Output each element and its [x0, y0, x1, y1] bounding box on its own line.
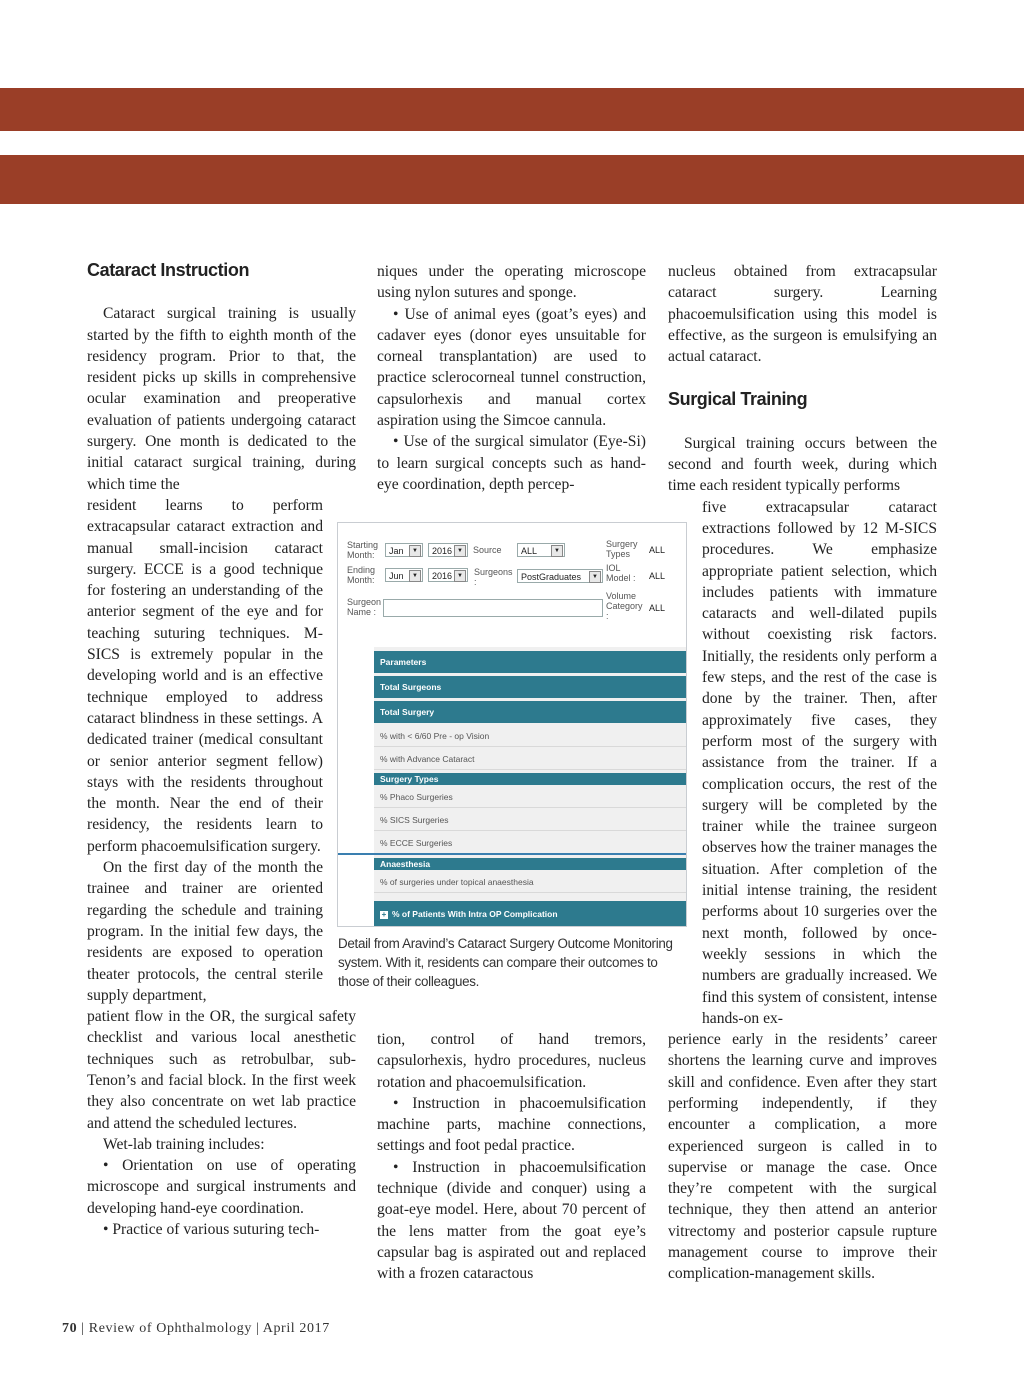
page-footer — [62, 1321, 330, 1337]
ending-month-label: Ending Month: — [347, 565, 376, 585]
divider-line — [338, 853, 687, 855]
surgeons-select[interactable]: PostGraduates ▼ — [517, 569, 603, 583]
surgeon-name-label: Surgeon Name : — [347, 597, 382, 617]
row-surgery-types: Surgery Types — [374, 773, 687, 785]
surgeon-name-input[interactable] — [383, 599, 603, 617]
paragraph: niques under the operating microscope using nylon sutures and sponge. — [377, 263, 646, 302]
paragraph: Surgical training occurs between the second and fourth week, during which time each resident typically performs — [668, 434, 937, 495]
ending-month-select[interactable]: Jun ▼ — [385, 568, 423, 582]
header-band-bottom — [0, 155, 1024, 204]
paragraph: perience early in the residents’ career shortens the learning curve and improves skill and confidence. Even after they start performing independently, if they encounter a complication, a more experienced surgeon is called in to supervise or manage the case. Once they’re competent with the surgical technique, they then attend an anterior vitrectomy and posterior capsule rupture management course to improve their complication-management skills. — [668, 1031, 937, 1283]
article-column-1 — [87, 260, 356, 1240]
article-column-2-top — [377, 261, 646, 495]
surgeons-label: Surgeons : — [474, 567, 513, 587]
page-number: 70 — [62, 1321, 78, 1336]
chevron-down-icon: ▼ — [409, 545, 421, 557]
row-intra-op-complication[interactable]: + % of Patients With Intra OP Complication — [374, 901, 687, 927]
section-heading-cataract-instruction: Cataract Instruction — [87, 260, 250, 280]
chevron-down-icon: ▼ — [589, 571, 601, 583]
section-heading-surgical-training: Surgical Training — [668, 389, 808, 410]
chevron-down-icon: ▼ — [551, 545, 563, 557]
row-ecce[interactable]: % ECCE Surgeries — [374, 832, 687, 854]
wrapped-text-block — [702, 497, 937, 1029]
row-total-surgeons[interactable]: Total Surgeons — [374, 676, 687, 698]
header-band-top — [0, 88, 1024, 131]
row-topical-anaesthesia[interactable]: % of surgeries under topical anaesthesia — [374, 871, 687, 893]
paragraph: Wet-lab training includes: — [103, 1135, 265, 1153]
row-total-surgery[interactable]: Total Surgery — [374, 701, 687, 723]
paragraph: On the first day of the month the trainee and trainer are oriented regarding the schedule and training program. In the initial few days, the residents are exposed to operation theater protocols, the central sterile supply department, — [87, 859, 323, 1004]
paragraph: tion, control of hand tremors, capsulorhexis, hydro procedures, nucleus rotation and phacoemulsification. — [377, 1031, 646, 1091]
paragraph: Cataract surgical training is usually started by the fifth to eighth month of the residency program. Prior to that, the resident picks up skills in comprehensive ocular examination and preoperative evaluation of patients undergoing cataract surgery. One month is dedicated to the initial cataract surgical training, during which time the — [87, 305, 356, 493]
paragraph: patient flow in the OR, the surgical safety checklist and various local anesthetic techniques such as retrobulbar, sub-Tenon’s and facial block. In the first week they also concentrate on wet lab practice and attend the scheduled lectures. — [87, 1008, 356, 1132]
source-label: Source — [473, 545, 502, 555]
chevron-down-icon: ▼ — [454, 545, 466, 557]
volume-category-value[interactable]: ALL — [646, 601, 686, 615]
figure-caption: Detail from Aravind’s Cataract Surgery Outcome Monitoring system. With it, residents can compare their outcomes to those of their colleagues. — [338, 936, 673, 989]
bullet-item: • Instruction in phacoemulsification technique (divide and conquer) using a goat-eye model. Here, about 70 percent of the lens matter from the goat eye’s capsular bag is aspirated out and replaced with a frozen cataractous — [377, 1158, 646, 1283]
chevron-down-icon: ▼ — [409, 570, 421, 582]
paragraph: resident learns to perform extracapsular cataract extraction and manual small-incision cataract surgery. ECCE is a good technique for fostering an understanding of the anterior segment of the eye and for teaching suturing techniques. M-SICS is extremely popular in the developing world and is an effective technique employed to address cataract blindness in these settings. A dedicated trainer (medical consultant or senior anterior segment fellow) stays with the residents throughout the month. Near the end of their residency, the residents learn to perform phacoemulsification surgery. — [87, 496, 323, 855]
row-advance-cataract[interactable]: % with Advance Cataract — [374, 748, 687, 770]
iol-model-value[interactable]: ALL — [646, 569, 686, 583]
article-column-2-bottom — [377, 1029, 646, 1285]
expand-icon[interactable]: + — [381, 909, 387, 919]
source-select[interactable]: ALL ▼ — [517, 543, 565, 557]
outcome-monitoring-screenshot — [337, 522, 687, 927]
surgery-types-value[interactable]: ALL — [646, 543, 686, 557]
row-sics[interactable]: % SICS Surgeries — [374, 809, 687, 831]
bullet-item: • Use of the surgical simulator (Eye-Si) to learn surgical concepts such as hand-eye coordination, depth percep- — [377, 433, 646, 493]
chevron-down-icon: ▼ — [454, 570, 466, 582]
paragraph: five extracapsular cataract extractions followed by 12 M-SICS procedures. We emphasize appropriate patient selection, which includes patients with immature cataracts and well-dilated pupils without coexisting risk factors. Initially, the residents only perform a few steps, and the rest of the case is done by the trainer. Then, after approximately five cases, they perform most of the surgery with assistance from the trainer. If a complication occurs, the rest of the surgery will be completed by the trainer while the trainee surgeon observes how the trainer manages the situation. After completion of the initial intense training, the resident performs about 10 surgeries over the next month, followed by once-weekly sessions in which the numbers are gradually increased. We find this system of consistent, intense hands-on ex- — [702, 498, 937, 1027]
bullet-item: • Instruction in phacoemulsification machine parts, machine connections, settings and foot pedal practice. — [377, 1094, 646, 1155]
iol-model-label: IOL Model : — [606, 563, 636, 583]
row-anaesthesia: Anaesthesia — [374, 858, 687, 870]
row-parameters: Parameters — [374, 651, 687, 673]
paragraph: nucleus obtained from extracapsular cataract surgery. Learning phacoemulsification using this model is effective, as the surgeon is emulsifying an actual cataract. — [668, 263, 937, 366]
bullet-item: • Orientation on use of operating microscope and surgical instruments and developing hand-eye coordination. — [87, 1157, 356, 1217]
row-pre-op-vision[interactable]: % with < 6/60 Pre - op Vision — [374, 725, 687, 747]
starting-month-label: Starting Month: — [347, 540, 379, 560]
surgery-types-label: Surgery Types — [606, 539, 638, 559]
row-phaco[interactable]: % Phaco Surgeries — [374, 786, 687, 808]
starting-month-select[interactable]: Jan ▼ — [385, 543, 423, 557]
starting-year-select[interactable]: 2016 ▼ — [428, 543, 468, 557]
wrapped-text-block — [87, 495, 323, 1006]
ending-year-select[interactable]: 2016 ▼ — [428, 568, 468, 582]
bullet-item: • Use of animal eyes (goat’s eyes) and cadaver eyes (donor eyes unsuitable for corneal transplantation) are used to practice sclerocorneal tunnel construction, capsulorhexis and manual cortex aspiration using the Simcoe cannula. — [377, 305, 646, 430]
volume-category-label: Volume Category : — [606, 591, 643, 621]
article-column-3 — [668, 261, 937, 1285]
footer-publication: | Review of Ophthalmology | April 2017 — [77, 1321, 330, 1336]
bullet-item: • Practice of various suturing tech- — [103, 1221, 320, 1239]
